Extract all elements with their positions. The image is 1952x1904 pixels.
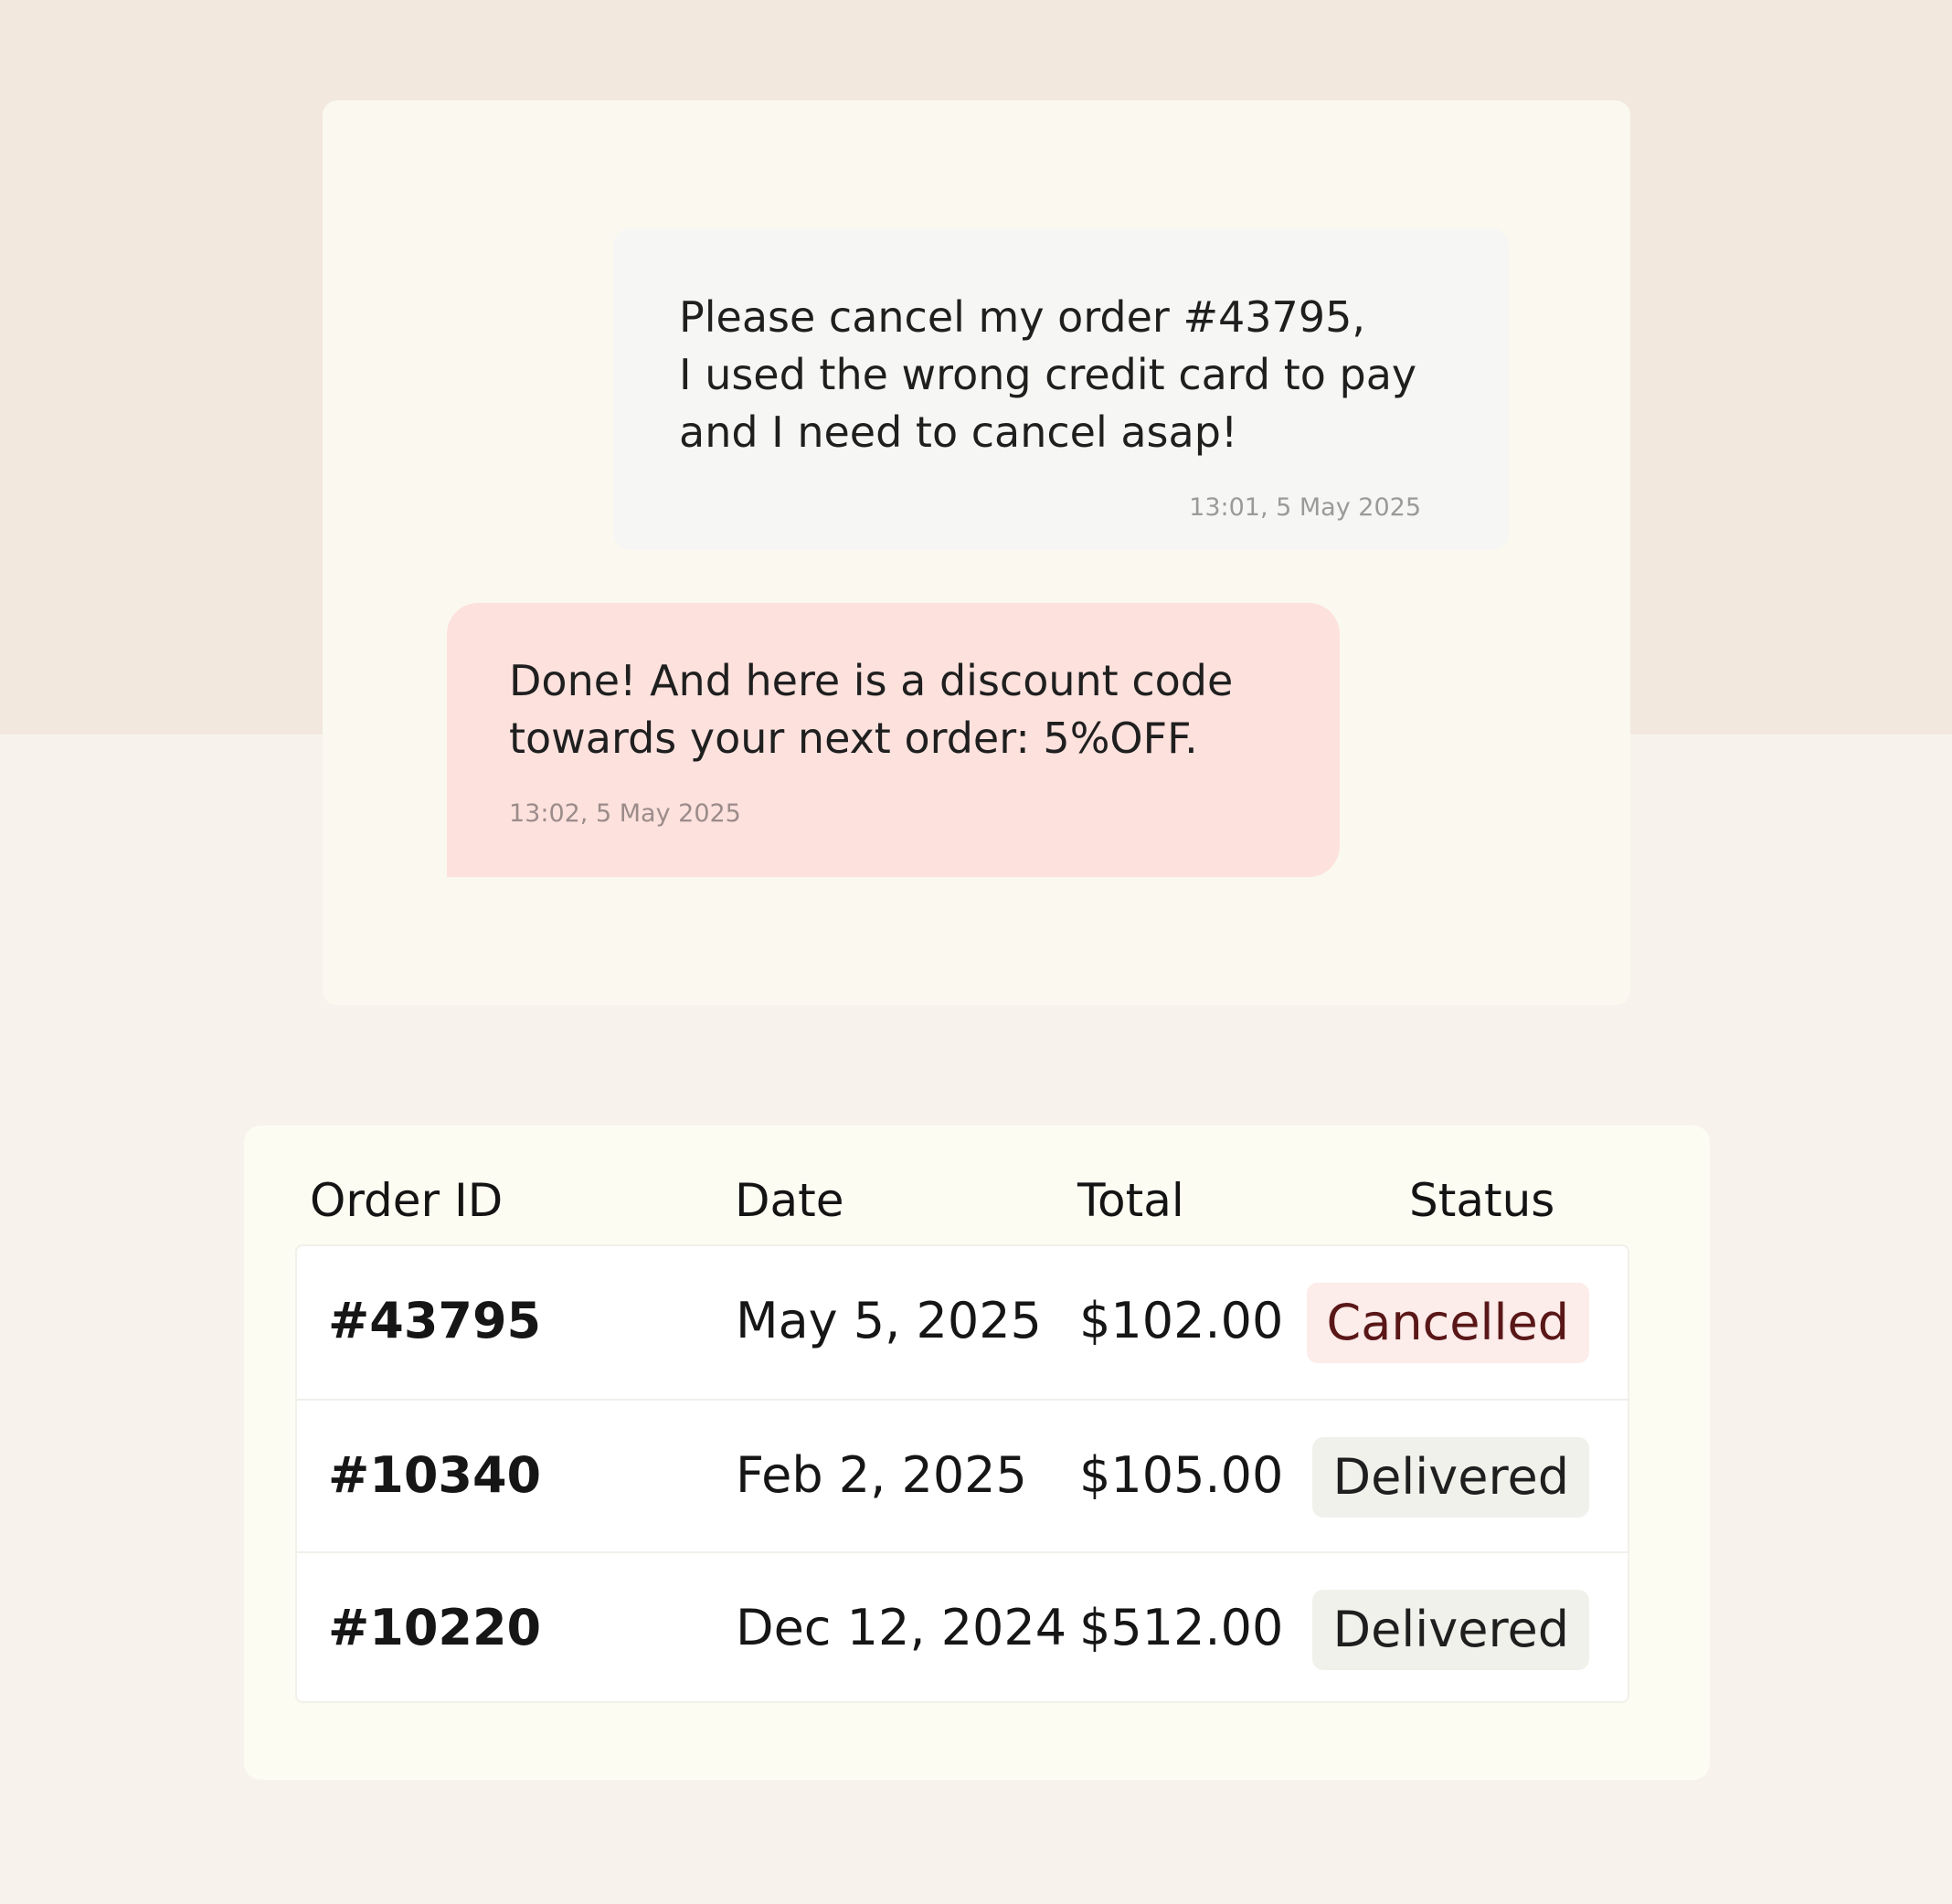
customer-message-bubble — [613, 228, 1509, 550]
order-date-cell: Feb 2, 2025 — [736, 1446, 1027, 1504]
table-row[interactable] — [297, 1246, 1628, 1399]
agent-message-line: towards your next order: 5%OFF. — [509, 714, 1198, 763]
order-total-cell: $105.00 — [1079, 1446, 1284, 1504]
order-id-cell: #10340 — [328, 1446, 542, 1504]
order-total-cell: $102.00 — [1079, 1292, 1284, 1349]
order-date-cell: Dec 12, 2024 — [736, 1599, 1067, 1656]
column-header-order-id: Order ID — [310, 1174, 504, 1227]
status-badge: Cancelled — [1307, 1283, 1589, 1363]
order-id-cell: #10220 — [328, 1599, 542, 1656]
order-total-cell: $512.00 — [1079, 1599, 1284, 1656]
column-header-total: Total — [1077, 1174, 1184, 1227]
customer-message-line: and I need to cancel asap! — [679, 407, 1238, 457]
table-row[interactable] — [297, 1551, 1628, 1706]
status-badge: Delivered — [1312, 1590, 1589, 1670]
orders-table-header — [244, 1126, 1710, 1244]
customer-message-line: I used the wrong credit card to pay — [679, 350, 1417, 399]
agent-message-line: Done! And here is a discount code — [509, 656, 1234, 705]
agent-message-bubble — [447, 603, 1340, 877]
agent-message-timestamp: 13:02, 5 May 2025 — [509, 799, 741, 828]
status-badge: Delivered — [1312, 1437, 1589, 1518]
customer-message-text — [679, 289, 1421, 461]
order-id-cell: #43795 — [328, 1292, 542, 1349]
column-header-status: Status — [1409, 1174, 1555, 1227]
orders-card — [244, 1126, 1710, 1780]
table-row[interactable] — [297, 1399, 1628, 1553]
order-date-cell: May 5, 2025 — [736, 1292, 1042, 1349]
customer-message-line: Please cancel my order #43795, — [679, 292, 1365, 342]
customer-message-timestamp: 13:01, 5 May 2025 — [1189, 493, 1421, 522]
chat-card — [323, 100, 1630, 1005]
column-header-date: Date — [735, 1174, 844, 1227]
agent-message-text — [509, 652, 1267, 767]
orders-table — [295, 1244, 1629, 1703]
